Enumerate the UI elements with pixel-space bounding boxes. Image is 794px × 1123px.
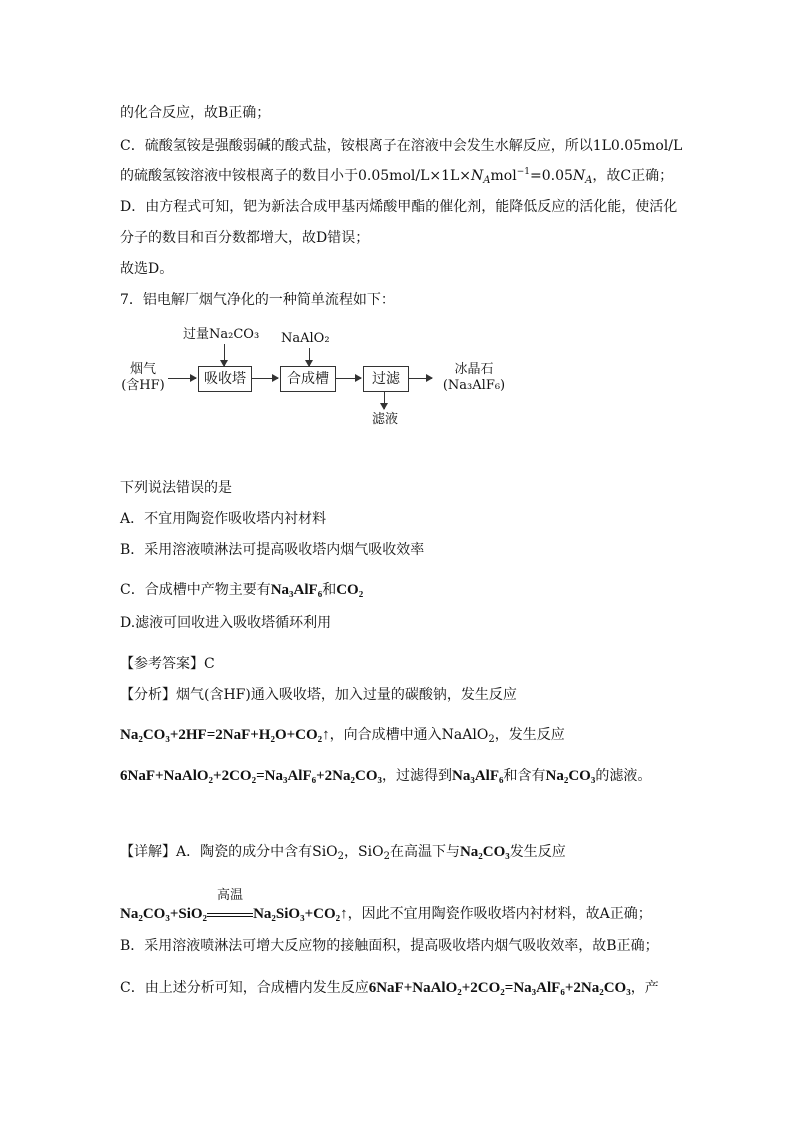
equation-3-right: Na₂SiO₃+CO₂ <box>253 906 341 922</box>
detail-a-line-2: Na₂CO₃+SiO₂ 高温 Na₂SiO₃+CO₂↑，因此不宜用陶瓷作吸收塔内衬材料，故A正确； <box>120 888 652 922</box>
text-line-1: 的化合反应，故B正确； <box>120 105 271 121</box>
input-flue-gas: 烟气 <box>129 362 156 377</box>
option-c: C．合成槽中产物主要有Na₃AlF₆和CO₂ <box>120 582 364 598</box>
box-filtration: 过滤 <box>363 366 409 392</box>
arrow-2-3 <box>335 378 361 379</box>
text-line-3 <box>120 166 673 186</box>
reference-answer: 【参考答案】C <box>120 656 215 672</box>
arrow-1-2 <box>251 378 278 379</box>
analysis-line-2: Na₂CO₃+2HF=2NaF+H₂O+CO₂↑，向合成槽中通入NaAlO$_2$，发生反应 <box>120 727 565 745</box>
analysis-line-3: 6NaF+NaAlO₂+2CO₂=Na₃AlF₆+2Na₂CO₃，过滤得到Na₃AlF₆和含有Na₂CO₃的滤液。 <box>120 768 652 784</box>
arrow-filtrate <box>384 391 385 409</box>
text-line-5: 分子的数目和百分数都增大，故D错误； <box>120 230 370 246</box>
text-line-6: 故选D。 <box>120 261 174 277</box>
text-line-3c: =0.05 <box>529 168 573 184</box>
filtrate-label: 滤液 <box>371 412 398 427</box>
detail-a-line-1: 【详解】A．陶瓷的成分中含有SiO$_2$，SiO$_2$在高温下与Na₂CO₃发生反应 <box>120 844 566 862</box>
box-synthesis-tank: 合成槽 <box>280 366 336 392</box>
question-7-title: 7．铝电解厂烟气净化的一种简单流程如下： <box>120 292 395 308</box>
analysis-line-1: 【分析】烟气(含HF)通入吸收塔，加入过量的碳酸钠，发生反应 <box>120 687 517 703</box>
arrow-reagent2 <box>309 348 310 366</box>
option-b: B．采用溶液喷淋法可提高吸收塔内烟气吸收效率 <box>120 542 425 558</box>
text-line-4: D．由方程式可知，钯为新法合成甲基丙烯酸甲酯的催化剂，能降低反应的活化能，使活化 <box>120 199 678 215</box>
text-line-2: C．硫酸氢铵是强酸弱碱的酸式盐，铵根离子在溶液中会发生水解反应，所以1L0.05mol/L <box>120 138 683 154</box>
question-stem: 下列说法错误的是 <box>120 480 232 496</box>
reagent-naalo2-label: NaAlO₂ <box>281 331 330 346</box>
formula-co2: CO₂ <box>336 582 364 598</box>
text-line-3d: ，故C正确； <box>592 168 674 184</box>
equation-2-repeat: 6NaF+NaAlO₂+2CO₂=Na₃AlF₆+2Na₂CO₃ <box>368 980 631 996</box>
reagent-na2co3-label: 过量Na₂CO₃ <box>183 327 260 342</box>
avogadro-symbol: $N_A$ <box>471 168 491 186</box>
avogadro-symbol-2: $N_A$ <box>572 168 593 186</box>
text-line-3b: mol <box>490 168 517 184</box>
equation-3-left: Na₂CO₃+SiO₂ <box>120 906 208 922</box>
option-d: D.滤液可回收进入吸收塔循环利用 <box>120 615 332 631</box>
process-flow-diagram <box>118 322 518 434</box>
output-cryolite: 冰晶石 <box>454 362 494 377</box>
detail-c: C．由上述分析可知，合成槽内发生反应6NaF+NaAlO₂+2CO₂=Na₃AlF₆+2Na₂CO₃，产 <box>120 980 659 996</box>
box-absorber: 吸收塔 <box>198 366 252 392</box>
formula-na3alf6: Na₃AlF₆ <box>270 582 323 598</box>
equation-2: 6NaF+NaAlO₂+2CO₂=Na₃AlF₆+2Na₂CO₃ <box>120 768 382 784</box>
inverse-exponent: −1 <box>516 167 530 177</box>
arrow-reagent1 <box>224 344 225 366</box>
formula-na2co3: Na₂CO₃ <box>545 768 596 784</box>
text-line-3a: 的硫酸氢铵溶液中铵根离子的数目小于0.05mol/L×1L× <box>120 168 472 184</box>
equation-1: Na₂CO₃+2HF=2NaF+H₂O+CO₂ <box>120 727 323 743</box>
formula-na2co3-2: Na₂CO₃ <box>459 844 510 860</box>
formula-na3alf6-2: Na₃AlF₆ <box>452 768 504 784</box>
detail-b: B．采用溶液喷淋法可增大反应物的接触面积，提高吸收塔内烟气吸收效率，故B正确； <box>120 938 659 954</box>
arrow-input <box>168 378 196 379</box>
output-formula: (Na₃AlF₆) <box>442 378 506 393</box>
option-a: A．不宜用陶瓷作吸收塔内衬材料 <box>120 511 327 527</box>
input-hf: (含HF) <box>121 378 165 393</box>
arrow-3-out <box>408 378 432 379</box>
high-temp-condition: 高温 <box>207 904 253 924</box>
